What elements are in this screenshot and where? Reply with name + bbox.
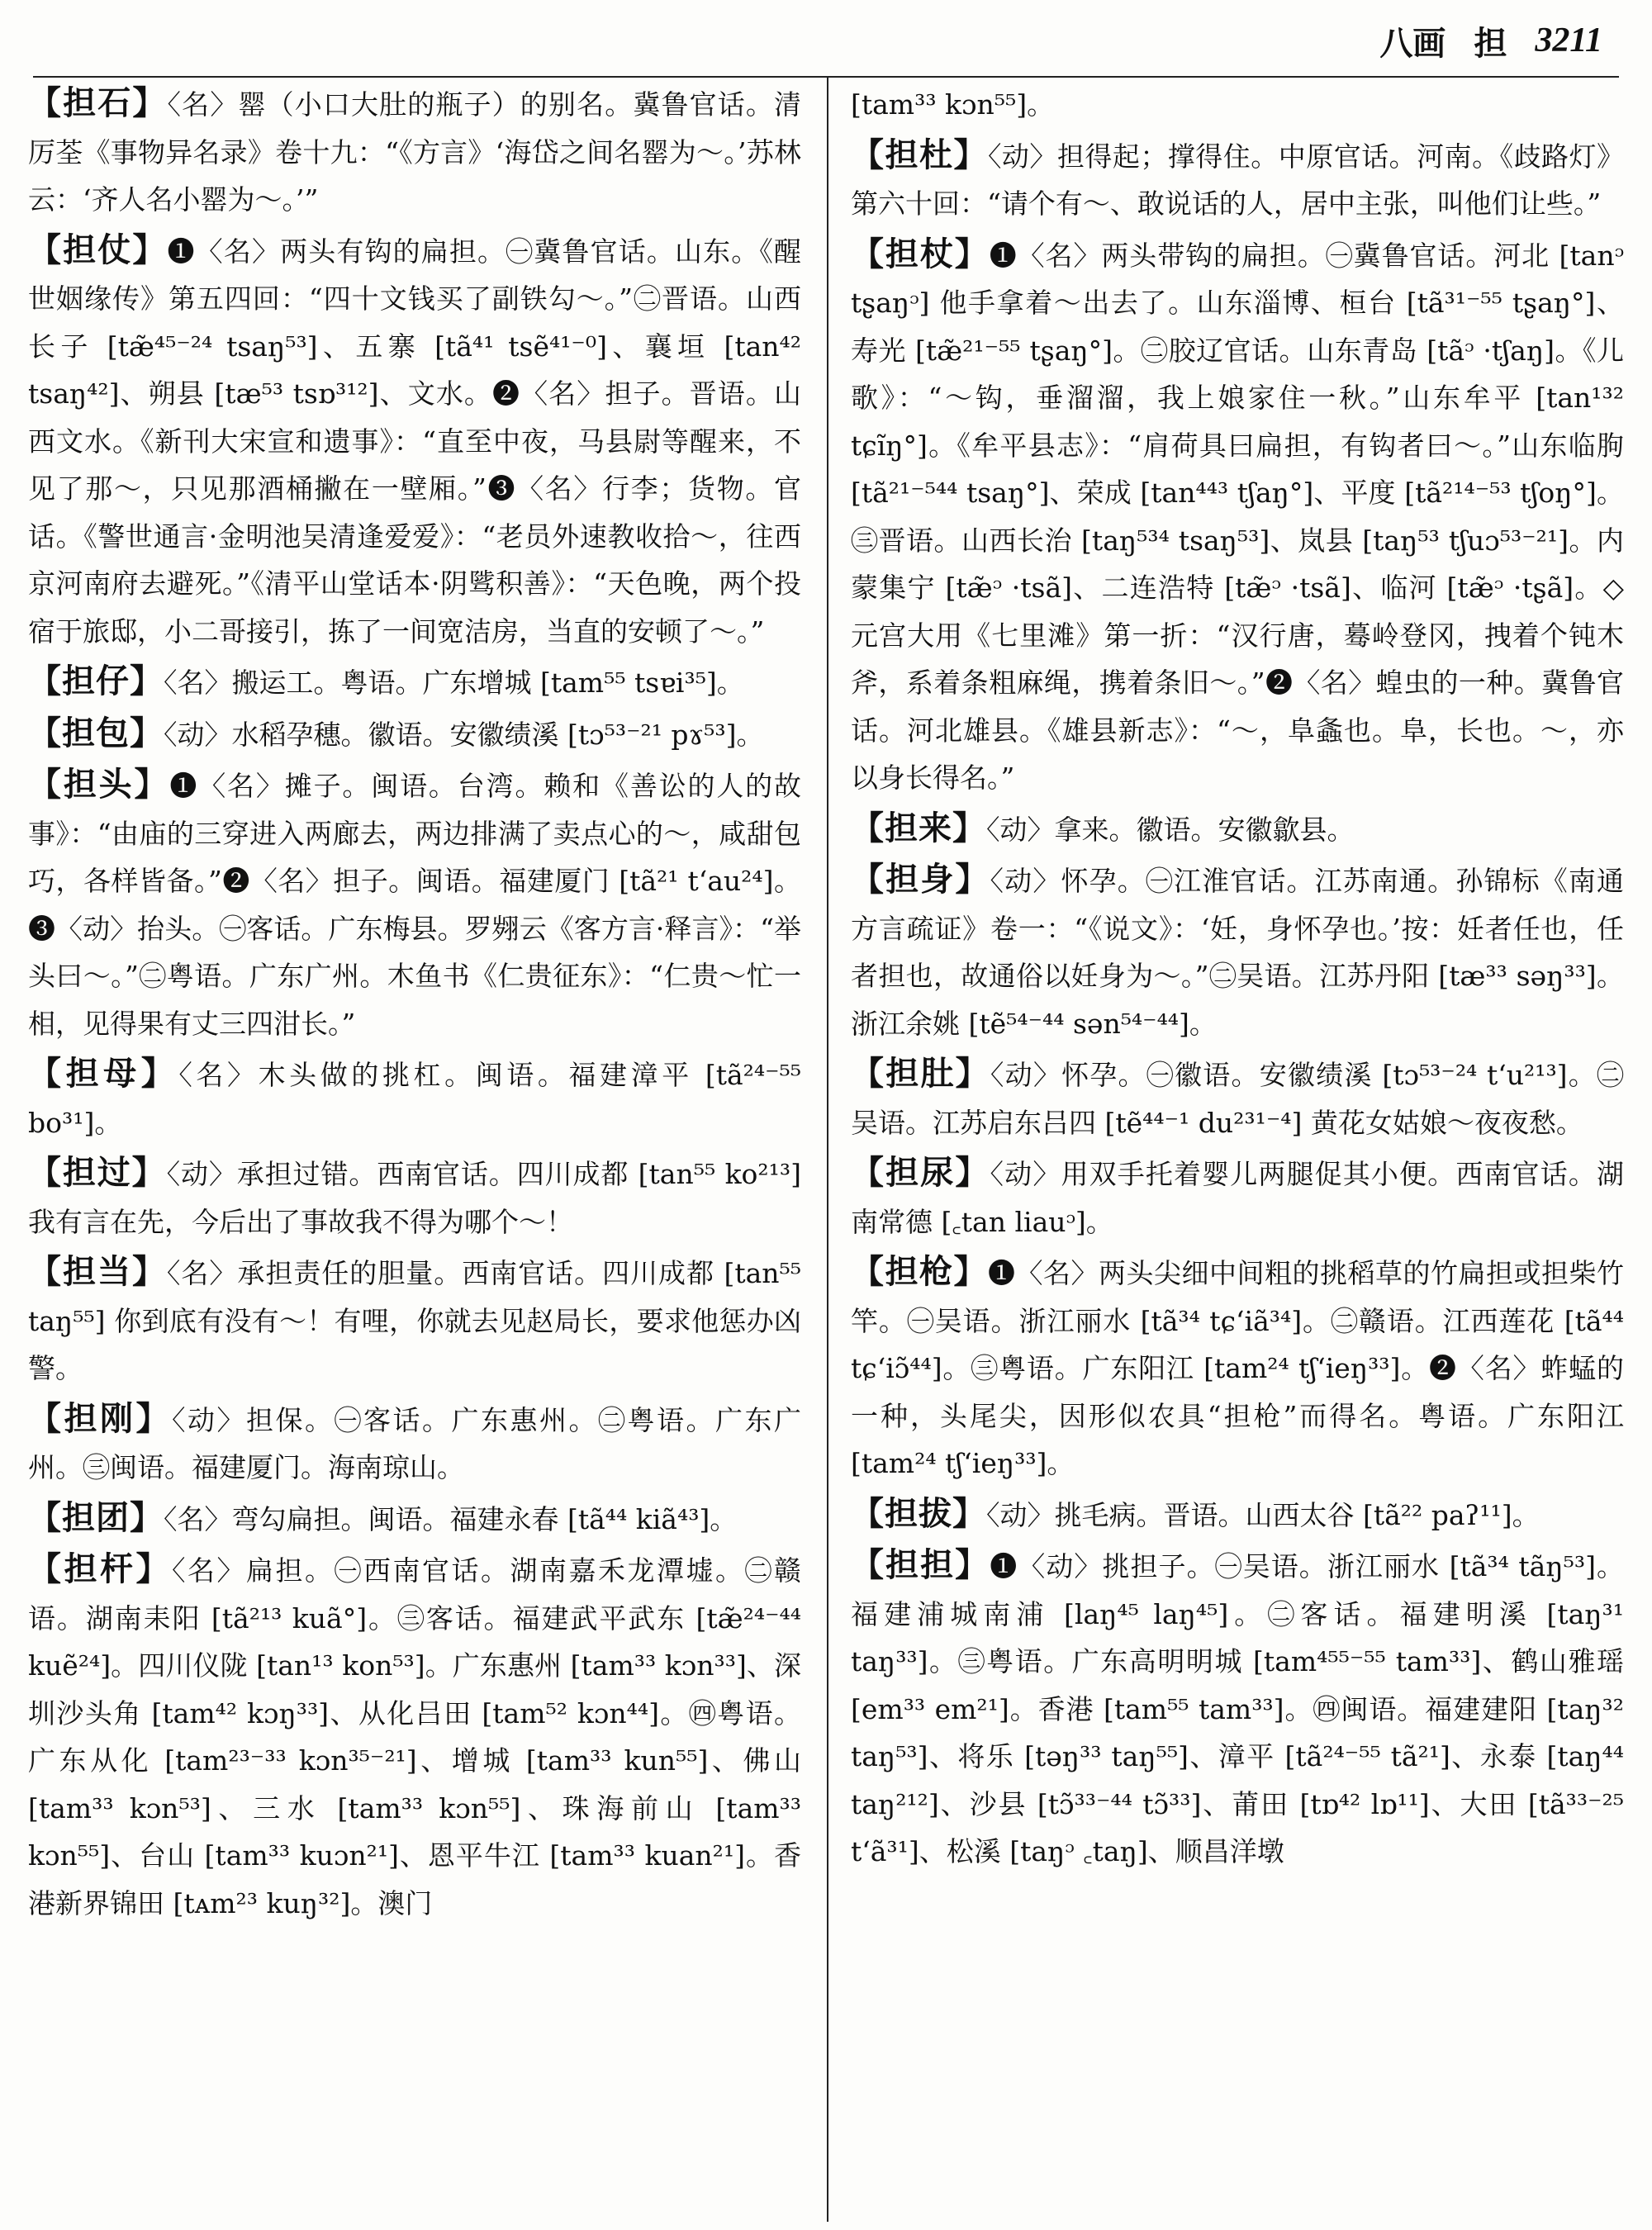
- dictionary-entry: [851, 1149, 1624, 1245]
- entry-headword: 【担枪】: [851, 1252, 988, 1291]
- dictionary-entry: [28, 79, 801, 224]
- dictionary-entry: [28, 1050, 801, 1146]
- dictionary-entry: [28, 1545, 801, 1927]
- entry-text: 〈名〉搬运工。粤语。广东增城 [tam⁵⁵ tsɐi³⁵]。: [164, 667, 744, 699]
- entry-headword: 【担杆】: [28, 1549, 172, 1588]
- dictionary-entry: [851, 79, 1624, 129]
- entry-text: 〈动〉水稻孕穗。徽语。安徽绩溪 [tɔ⁵³⁻²¹ pɤ⁵³]。: [164, 718, 764, 751]
- dictionary-entry: [28, 1494, 801, 1544]
- entry-text: 〈名〉木头做的挑杠。闽语。福建漳平 [tã²⁴⁻⁵⁵ bo³¹]。: [28, 1059, 801, 1139]
- dictionary-entry: [28, 1149, 801, 1245]
- entry-text: ❶〈动〉挑担子。㊀吴语。浙江丽水 [tã³⁴ tãŋ⁵³]。福建浦城南浦 [laŋ⁴⁵ laŋ⁴⁵]。㊁客话。福建明溪 [taŋ³¹ taŋ³³]。㊂粤语。广东高明明城 [tam⁴⁵⁵⁻⁵⁵ tam³³]、鹤山雅瑶 [em³³ em²¹]。香港 [tam⁵⁵ tam³³]。㊃闽语。福建建阳 [taŋ³² taŋ⁵³]、将乐 [təŋ³³ taŋ⁵⁵]、漳平 [tã²⁴⁻⁵⁵ tã²¹]、永泰 [taŋ⁴⁴ taŋ²¹²]、沙县 [tɔ̃³³⁻⁴⁴ tɔ̃³³]、莆田 [tɒ⁴² lɒ¹¹]、大田 [tã³³⁻²⁵ tʻã³¹]、松溪 [taŋᵓ ꜀taŋ]、顺昌洋墩: [851, 1550, 1624, 1867]
- entry-text: 〈名〉弯勾扁担。闽语。福建永春 [tã⁴⁴ kiã⁴³]。: [164, 1502, 738, 1535]
- entry-text: ❶〈名〉摊子。闽语。台湾。赖和《善讼的人的故事》：“由庙的三穿进入两廊去，两边排满了卖点心的～，咸甜包巧，各样皆备。”❷〈名〉担子。闽语。福建厦门 [tã²¹ tʻau²⁴]。❸〈动〉抬头。㊀客话。广东梅县。罗翙云《客方言·释言》：“举头曰～。”㊁粤语。广东广州。木鱼书《仁贵征东》：“仁贵～忙一相，见得果有丈三四泔长。”: [28, 770, 801, 1040]
- entry-headword: 【担杖】: [851, 234, 990, 273]
- page-number: 3211: [1535, 21, 1602, 59]
- dictionary-entry: [28, 709, 801, 759]
- entry-headword: 【担尿】: [851, 1153, 990, 1192]
- entry-headword: 【担团】: [28, 1497, 164, 1537]
- left-column: [28, 79, 801, 2227]
- entry-text: 〈名〉罂（小口大肚的瓶子）的别名。冀鲁官话。清厉荃《事物异名录》卷十九：“《方言》‘海岱之间名罂为～。’苏林云：‘齐人名小罂为～。’”: [28, 88, 801, 216]
- entry-headword: 【担包】: [28, 713, 164, 752]
- entry-headword: 【担石】: [28, 83, 168, 122]
- entry-headword: 【担肚】: [851, 1054, 990, 1093]
- dictionary-entry: [851, 230, 1624, 802]
- dictionary-entry: [28, 1395, 801, 1492]
- entry-text: [tam³³ kɔn⁵⁵]。: [851, 88, 1055, 121]
- entry-headword: 【担头】: [28, 765, 170, 804]
- entry-headword: 【担身】: [851, 860, 990, 899]
- dictionary-entry: [851, 131, 1624, 228]
- entry-headword: 【担杜】: [851, 135, 988, 174]
- dictionary-entry: [28, 226, 801, 656]
- dictionary-entry: [28, 1248, 801, 1393]
- entry-headword: 【担担】: [851, 1545, 990, 1584]
- entry-text: 〈动〉拿来。徽语。安徽歙县。: [986, 813, 1355, 846]
- running-header: [1379, 12, 1602, 69]
- entry-text: ❶〈名〉两头有钩的扁担。㊀冀鲁官话。山东。《醒世姻缘传》第五四回：“四十文钱买了副铁勾～。”㊁晋语。山西长子 [tæ̃⁴⁵⁻²⁴ tsaŋ⁵³]、五寨 [tã⁴¹ tsẽ⁴¹⁻⁰]、襄垣 [tan⁴² tsaŋ⁴²]、朔县 [tæ⁵³ tsɒ³¹²]、文水。❷〈名〉担子。晋语。山西文水。《新刊大宋宣和遗事》：“直至中夜，马县尉等醒来，不见了那～，只见那酒桶撇在一壁厢。”❸〈名〉行李；货物。官话。《警世通言·金明池吴清逢爱爱》：“老员外速教收拾～，往西京河南府去避死。”《清平山堂话本·阴骘积善》：“天色晚，两个投宿于旅邸，小二哥接引，拣了一间宽洁房，当直的安顿了～。”: [28, 235, 801, 648]
- dictionary-entry: [28, 657, 801, 707]
- entry-text: ❶〈名〉两头尖细中间粗的挑稻草的竹扁担或担柴竹竿。㊀吴语。浙江丽水 [tã³⁴ tɕʻiã³⁴]。㊁赣语。江西莲花 [tã⁴⁴ tɕʻiɔ̃⁴⁴]。㊂粤语。广东阳江 [tam²⁴ tʃʻieŋ³³]。❷〈名〉蚱蜢的一种，头尾尖，因形似农具“担枪”而得名。粤语。广东阳江 [tam²⁴ tʃʻieŋ³³]。: [851, 1257, 1624, 1479]
- dictionary-entry: [851, 856, 1624, 1047]
- right-column: [851, 79, 1624, 2227]
- dictionary-entry: [851, 1248, 1624, 1487]
- entry-text: 〈动〉怀孕。㊀江淮官话。江苏南通。孙锦标《南通方言疏证》卷一：“《说文》：‘妊，身怀孕也。’按：妊者任也，任者担也，故通俗以妊身为～。”㊁吴语。江苏丹阳 [tæ³³ səŋ³³]。浙江余姚 [tẽ⁵⁴⁻⁴⁴ sən⁵⁴⁻⁴⁴]。: [851, 865, 1624, 1040]
- entry-headword: 【担仗】: [28, 230, 168, 269]
- entry-headword: 【担母】: [28, 1054, 179, 1093]
- dictionary-entry: [851, 1490, 1624, 1540]
- entry-text: 〈名〉扁担。㊀西南官话。湖南嘉禾龙潭墟。㊁赣语。湖南耒阳 [tã²¹³ kuã°]。㊂客话。福建武平武东 [tæ̃²⁴⁻⁴⁴ kuẽ²⁴]。四川仪陇 [tan¹³ kon⁵³]。广东惠州 [tam³³ kɔn³³]、深圳沙头角 [tam⁴² kɔŋ³³]、从化吕田 [tam⁵² kɔn⁴⁴]。㊃粤语。广东从化 [tam²³⁻³³ kɔn³⁵⁻²¹]、增城 [tam³³ kun⁵⁵]、佛山 [tam³³ kɔn⁵³]、三水 [tam³³ kɔn⁵⁵]、珠海前山 [tam³³ kɔn⁵⁵]、台山 [tam³³ kuɔn²¹]、恩平牛江 [tam³³ kuan²¹]。香港新界锦田 [tᴀm²³ kuŋ³²]。澳门: [28, 1554, 801, 1919]
- entry-text: 〈名〉承担责任的胆量。西南官话。四川成都 [tan⁵⁵ taŋ⁵⁵] 你到底有没有～！有哩，你就去见赵局长，要求他惩办凶警。: [28, 1257, 801, 1384]
- section-label: 八画: [1379, 23, 1446, 63]
- entry-text: 〈动〉承担过错。西南官话。四川成都 [tan⁵⁵ ko²¹³] 我有言在先，今后出了事故我不得为哪个～！: [28, 1158, 801, 1238]
- dictionary-entry: [851, 1541, 1624, 1876]
- column-divider: [827, 76, 828, 2222]
- dictionary-entry: [28, 761, 801, 1047]
- dictionary-entry: [851, 1050, 1624, 1146]
- entry-text: 〈动〉担保。㊀客话。广东惠州。㊁粤语。广东广州。㊂闽语。福建厦门。海南琼山。: [28, 1403, 801, 1483]
- entry-text: 〈动〉担得起；撑得住。中原官话。河南。《歧路灯》第六十回：“请个有～、敢说话的人，居中主张，叫他们让些。”: [851, 140, 1624, 220]
- entry-text: 〈动〉用双手托着婴儿两腿促其小便。西南官话。湖南常德 [꜀tan liauᵓ]。: [851, 1158, 1624, 1238]
- entry-text: 〈动〉挑毛病。晋语。山西太谷 [tã²² paʔ¹¹]。: [986, 1498, 1540, 1531]
- entry-headword: 【担当】: [28, 1252, 167, 1291]
- entry-headword: 【担刚】: [28, 1398, 172, 1438]
- header-rule: [33, 76, 1619, 78]
- entry-headword: 【担来】: [851, 808, 986, 847]
- dictionary-entry: [851, 804, 1624, 854]
- entry-headword: 【担仔】: [28, 662, 164, 700]
- header-character: 担: [1474, 23, 1507, 63]
- entry-headword: 【担拔】: [851, 1493, 986, 1533]
- entry-headword: 【担过】: [28, 1153, 167, 1192]
- entry-text: 〈动〉怀孕。㊀徽语。安徽绩溪 [tɔ⁵³⁻²⁴ tʻu²¹³]。㊁吴语。江苏启东吕四 [tẽ⁴⁴⁻¹ du²³¹⁻⁴] 黄花女姑娘～夜夜愁。: [851, 1059, 1624, 1139]
- entry-text: ❶〈名〉两头带钩的扁担。㊀冀鲁官话。河北 [tanᵓ tʂaŋᵓ] 他手拿着～出去了。山东淄博、桓台 [tã³¹⁻⁵⁵ tʂaŋ°]、寿光 [tæ̃²¹⁻⁵⁵ tʂaŋ°]。㊁胶辽官话。山东青岛 [tãᵓ ·tʃaŋ]。《儿歌》：“～钩，垂溜溜，我上娘家住一秋。”山东牟平 [tan¹³² tɕĩŋ°]。《牟平县志》：“肩荷具曰扁担，有钩者曰～。”山东临朐 [tã²¹⁻⁵⁴⁴ tsaŋ°]、荣成 [tan⁴⁴³ tʃaŋ°]、平度 [tã²¹⁴⁻⁵³ tʃoŋ°]。㊂晋语。山西长治 [taŋ⁵³⁴ tsaŋ⁵³]、岚县 [taŋ⁵³ tʃuɔ⁵³⁻²¹]。内蒙集宁 [tæ̃ᵓ ·tsã]、二连浩特 [tæ̃ᵓ ·tsã]、临河 [tæ̃ᵓ ·tʂã]。◇元宫大用《七里滩》第一折：“汉行唐，蓦岭登冈，拽着个钝木斧，系着条粗麻绳，携着条旧～。”❷〈名〉蝗虫的一种。冀鲁官话。河北雄县。《雄县新志》：“～，阜螽也。阜，长也。～，亦以身长得名。”: [851, 239, 1624, 794]
